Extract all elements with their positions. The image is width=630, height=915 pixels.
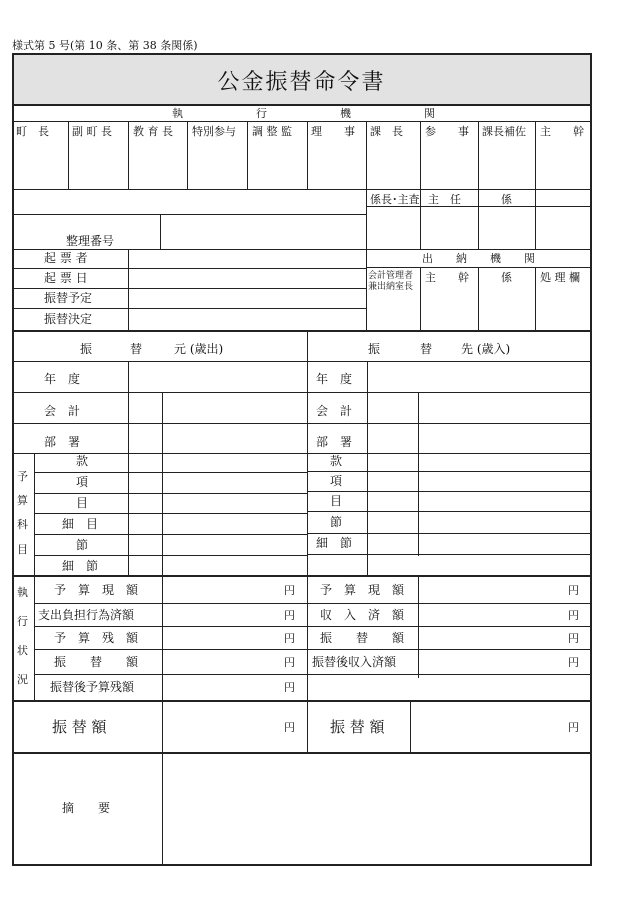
left-yen-2: 円 (284, 609, 295, 622)
yosan-label-3: 科 (17, 518, 28, 531)
shikko-label-4: 況 (17, 673, 28, 686)
official-riji: 理 事 (311, 125, 355, 138)
row-kihyobi: 起 票 日 (44, 271, 88, 285)
right-status-4: 振替後収入済額 (312, 655, 397, 669)
right-item-kan: 款 (330, 454, 343, 468)
execution-header-4: 関 (424, 107, 435, 120)
official-shukan: 主 幹 (540, 125, 584, 138)
left-busho: 部 署 (44, 435, 81, 449)
official-chosei: 調 整 監 (252, 125, 292, 138)
official-cho: 町 長 (16, 125, 49, 138)
sub-official-kakaricho: 係長･主査 (370, 193, 420, 206)
row-furikae-kettei: 振替決定 (44, 312, 93, 326)
left-status-1: 予 算 現 額 (54, 583, 139, 597)
left-yen-4: 円 (284, 656, 295, 669)
yosan-label-4: 目 (17, 543, 28, 556)
treasury-shukan: 主 幹 (425, 271, 469, 284)
official-fukucho: 副 町 長 (72, 125, 112, 138)
row-kihyosha: 起 票 者 (44, 251, 88, 265)
treasury-shori: 処 理 欄 (540, 271, 580, 284)
execution-header-3: 機 (340, 107, 351, 120)
treasury-kakari: 係 (501, 271, 512, 284)
official-tokubetsu: 特別参与 (192, 125, 236, 138)
dest-header-1: 振 (368, 342, 381, 356)
left-yen-3: 円 (284, 632, 295, 645)
left-nendo: 年 度 (44, 372, 81, 386)
form-title: 公金振替命令書 (217, 70, 386, 95)
right-yen-2: 円 (568, 609, 579, 622)
right-status-3: 振 替 額 (320, 631, 405, 645)
right-nendo: 年 度 (316, 372, 353, 386)
dest-header-3: 先 (歳入) (461, 342, 511, 356)
shikko-label-3: 状 (17, 644, 28, 657)
left-kaikei: 会 計 (44, 404, 81, 418)
shikko-label-1: 執 (17, 586, 28, 599)
transfer-order-form (12, 53, 591, 865)
right-status-1: 予 算 現 額 (320, 583, 405, 597)
left-yen-5: 円 (284, 681, 295, 694)
right-yen-3: 円 (568, 632, 579, 645)
right-kaikei: 会 計 (316, 404, 353, 418)
right-item-moku: 目 (330, 494, 343, 508)
source-header-1: 振 (80, 342, 93, 356)
row-furikae-yotei: 振替予定 (44, 291, 93, 305)
right-yen-4: 円 (568, 656, 579, 669)
source-header-2: 替 (130, 342, 143, 356)
seiri-bango-label: 整理番号 (66, 234, 115, 248)
left-yen-1: 円 (284, 584, 295, 597)
left-status-2: 支出負担行為済額 (38, 608, 135, 622)
form-number: 様式第 5 号(第 10 条、第 38 条関係) (12, 39, 198, 52)
left-item-saisetsu: 細 節 (62, 559, 99, 573)
official-kachohosa: 課長補佐 (482, 125, 526, 138)
right-item-ko: 項 (330, 474, 343, 488)
execution-header-2: 行 (256, 107, 267, 120)
right-yen-1: 円 (568, 584, 579, 597)
right-item-setsu: 節 (330, 515, 343, 529)
treasury-suitoushitsucho: 兼出納室長 (368, 282, 414, 292)
right-transfer-amount-yen: 円 (568, 721, 579, 734)
treasury-header-2: 納 (456, 252, 467, 265)
official-sanji: 参 事 (425, 125, 469, 138)
left-item-moku: 目 (76, 496, 89, 510)
right-status-2: 収 入 済 額 (320, 608, 405, 622)
tekiyo-label: 摘 要 (62, 801, 111, 815)
treasury-header-3: 機 (490, 252, 501, 265)
yosan-label-2: 算 (17, 494, 28, 507)
sub-official-kakari: 係 (501, 193, 512, 206)
execution-header-1: 執 (172, 107, 183, 120)
left-item-setsu: 節 (76, 538, 89, 552)
treasury-header-4: 関 (524, 252, 535, 265)
sub-official-shunin: 主 任 (428, 193, 461, 206)
shikko-label-2: 行 (17, 615, 28, 628)
left-item-kan: 款 (76, 454, 89, 468)
left-status-5: 振替後予算残額 (50, 680, 135, 694)
right-item-saisetsu: 細 節 (316, 536, 353, 550)
right-transfer-amount-label: 振 替 額 (330, 718, 385, 736)
yosan-label-1: 予 (17, 470, 28, 483)
treasury-kaikei-kanrisha: 会計管理者 (368, 271, 414, 281)
left-transfer-amount-yen: 円 (284, 721, 295, 734)
left-status-4: 振 替 額 (54, 655, 139, 669)
dest-header-2: 替 (420, 342, 433, 356)
official-kacho: 課 長 (370, 125, 403, 138)
left-transfer-amount-label: 振 替 額 (52, 718, 107, 736)
source-header-3: 元 (歳出) (174, 342, 224, 356)
right-busho: 部 署 (316, 435, 353, 449)
left-item-saimoku: 細 目 (62, 517, 99, 531)
treasury-header-1: 出 (422, 252, 433, 265)
left-status-3: 予 算 残 額 (54, 631, 139, 645)
left-item-ko: 項 (76, 475, 89, 489)
official-kyoikucho: 教 育 長 (133, 125, 173, 138)
